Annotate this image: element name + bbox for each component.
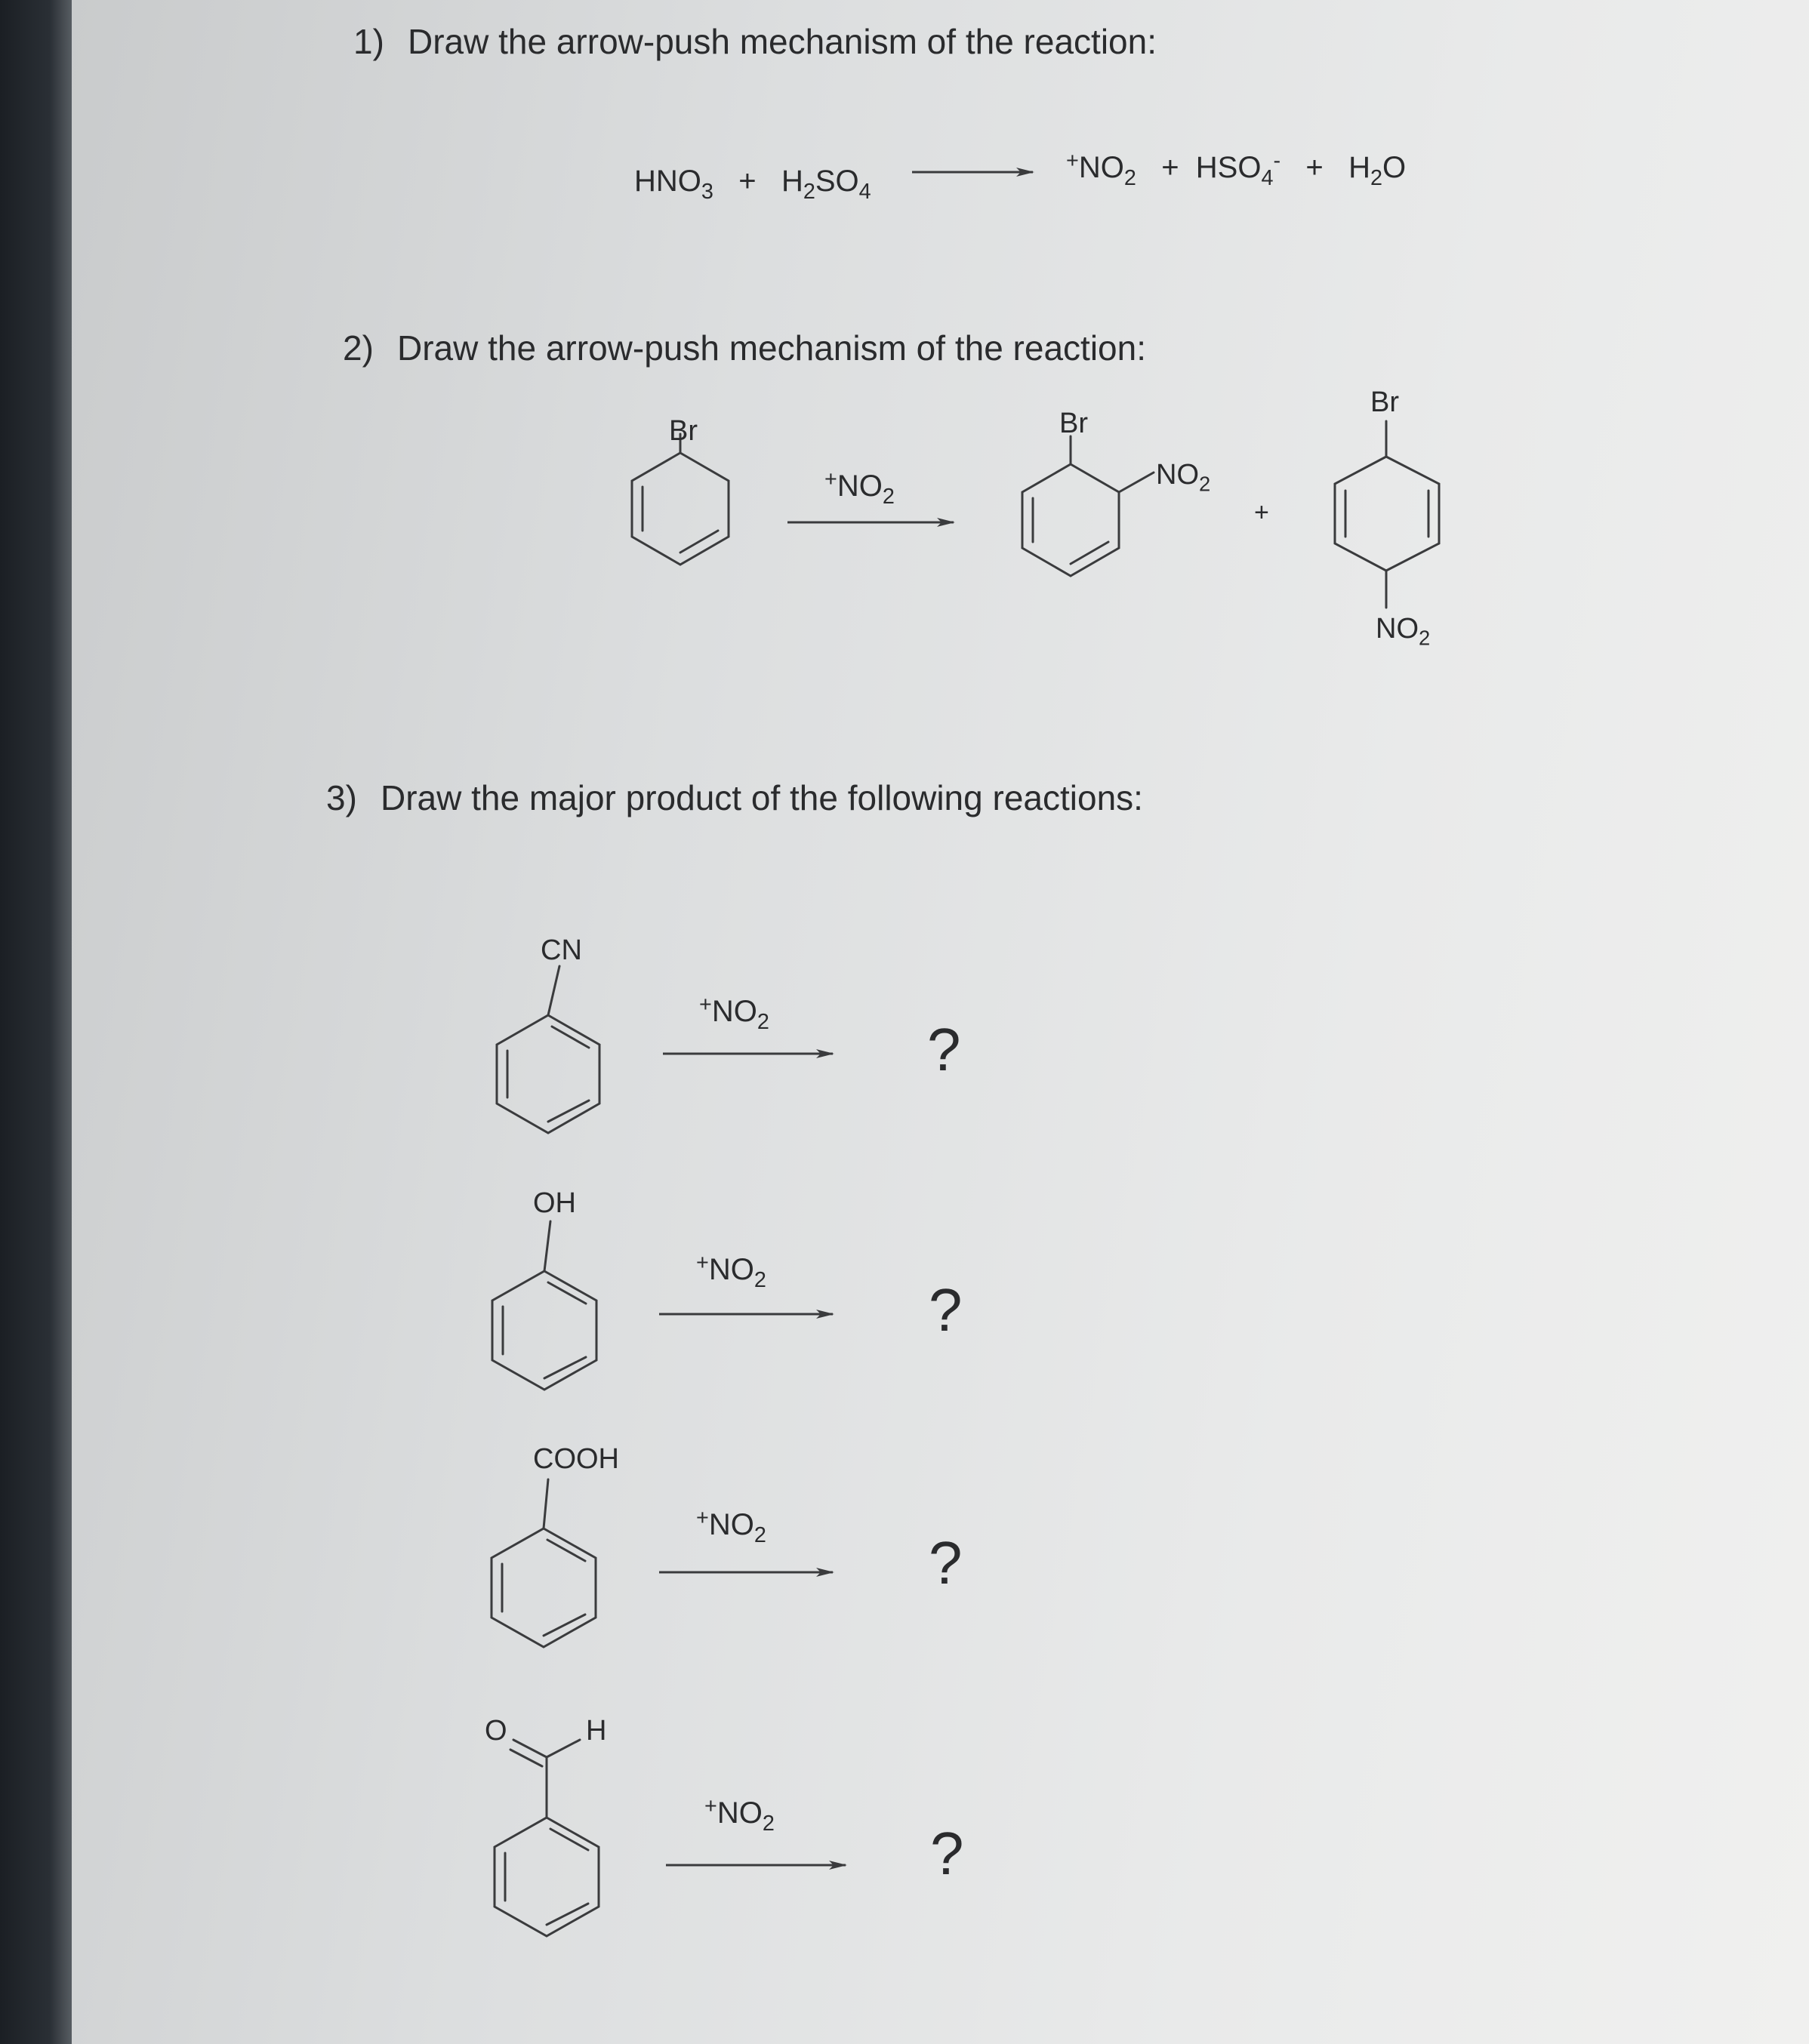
q2-para-product-benzene [1335,421,1439,608]
q3-r4-reagent [704,1794,775,1836]
q2-ortho-br: Br [1059,408,1088,439]
q2-reagent-no: NO [837,469,883,503]
q3-r2-reagent-no: NO [708,1253,754,1286]
q1-hso4-charge: - [1273,149,1281,174]
q2-para-no2-sub: 2 [1419,626,1431,650]
q1-h2o: H [1348,151,1371,184]
q1-plus-3: + [1305,151,1324,184]
q3-phenol [492,1221,596,1390]
q3-r1-reagent-charge: + [699,993,712,1017]
q2-ortho-no2-sub: 2 [1199,472,1211,496]
q1-h2so4-sub1: 2 [803,180,815,205]
q3-cyanobenzene [497,966,599,1133]
q3-r1-substituent: CN [541,934,582,966]
q2-number: 2) [343,328,374,368]
q3-r4-substituent-h: H [586,1715,607,1747]
q2-reagent-sub: 2 [882,485,895,509]
q2-para-br: Br [1370,386,1399,418]
q2-plus: + [1254,498,1269,527]
q3-r4-substituent-o: O [485,1715,507,1747]
q2-ortho-no2-no: NO [1156,459,1199,491]
q1-plus-2: + [1161,151,1179,184]
q3-text: Draw the major product of the following reactions: [381,778,1143,817]
q2-ortho-no2 [1156,459,1211,496]
q3-r1-reagent [699,993,769,1035]
q1-hno3-sub: 3 [701,180,713,205]
q2-para-no2-no: NO [1376,613,1419,645]
q3-benzoic-acid [492,1479,596,1647]
q1-h2so4: H [781,165,803,198]
q3-r1-product: ? [927,1016,961,1083]
q2-reagent-charge: + [824,467,837,492]
q3-r1-reagent-no: NO [711,995,757,1028]
q1-plus-1: + [738,165,757,198]
q1-h2o-o: O [1382,151,1407,184]
q1-text: Draw the arrow-push mechanism of the reaction: [408,22,1157,61]
q3-r4-product: ? [930,1820,964,1887]
q3-r4-reagent-sub: 2 [762,1812,775,1836]
q1-h2so4-sub2: 4 [858,180,871,205]
q1-h2so4-so: SO [815,165,859,198]
q3-r3-substituent: COOH [533,1443,619,1475]
q2-reagent [824,467,895,509]
q1-hso4: HSO [1195,151,1262,184]
q3-number: 3) [326,778,357,817]
q3-r3-reagent [696,1506,766,1548]
q3-r2-reagent [696,1251,766,1293]
q2-text: Draw the arrow-push mechanism of the reaction: [397,328,1146,368]
q3-r2-reagent-charge: + [696,1251,709,1276]
q1-heading [353,21,1157,62]
q3-r4-reagent-no: NO [717,1796,763,1830]
q1-reactants [634,165,871,205]
q3-r1-reagent-sub: 2 [757,1010,769,1035]
q3-r3-reagent-sub: 2 [753,1523,766,1548]
q3-r2-reagent-sub: 2 [753,1268,766,1293]
q1-number: 1) [353,22,384,61]
q1-products [1066,149,1407,191]
q1-hso4-sub: 4 [1261,166,1274,191]
q3-r3-reagent-no: NO [708,1508,754,1541]
q1-no2-charge: + [1066,149,1079,174]
q1-no2-sub: 2 [1123,166,1136,191]
q1-no2: NO [1078,151,1124,184]
q1-h2o-sub: 2 [1370,166,1383,191]
q3-r3-product: ? [929,1529,963,1596]
q1-hno3: HNO [634,165,701,198]
q3-benzaldehyde [495,1740,599,1936]
q3-r2-product: ? [929,1276,963,1344]
q2-para-no2 [1376,613,1431,650]
q2-reactant-br: Br [669,415,698,447]
q3-r3-reagent-charge: + [696,1506,709,1531]
q2-reactant-benzene [632,434,729,565]
q3-r4-reagent-charge: + [704,1794,717,1819]
q3-r2-substituent: OH [533,1187,576,1219]
q3-heading [326,777,1143,818]
q2-heading [343,328,1146,368]
q2-ortho-product-benzene [1022,436,1154,576]
